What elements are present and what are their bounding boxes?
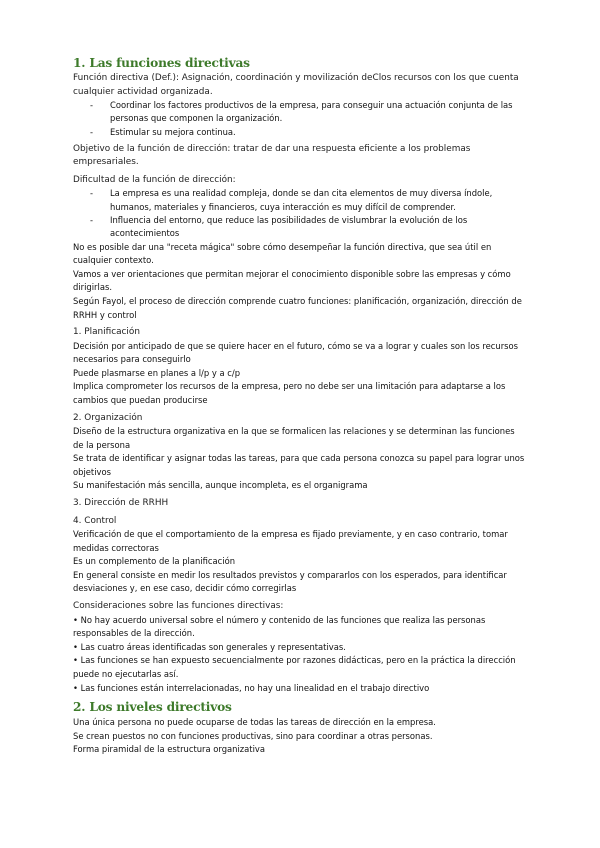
difficulty-list [73, 187, 525, 240]
rrhh-title: 3. Dirección de RRHH [73, 498, 169, 509]
paragraph: Verificación de que el comportamiento de la empresa es fijado previamente, y en caso contrario, tomar medidas correctoras [73, 529, 508, 553]
paragraph: En general consiste en medir los resultados previstos y compararlos con los esperados, para identificar desviaciones y, en ese caso, decidir cómo corregirlas [73, 569, 507, 594]
paragraph: Se trata de identificar y asignar todas las tareas, para que cada persona conozca su papel para lograr unos objetivos [73, 453, 525, 477]
definition-list [73, 99, 525, 139]
paragraph: Su manifestación más sencilla, aunque incompleta, es el organigrama [73, 480, 368, 491]
list-item: - Influencia del entorno, que reduce las posibilidades de vislumbrar la evolución de los acontecimientos [73, 214, 525, 241]
paragraph: Vamos a ver orientaciones que permitan mejorar el conocimiento disponible sobre las empresas y cómo dirigirlas. [73, 268, 511, 293]
section-2-heading: 2. Los niveles directivos [73, 700, 232, 715]
paragraph: Según Fayol, el proceso de dirección comprende cuatro funciones: planificación, organización, dirección de RRHH y control [73, 295, 522, 320]
difficulty-title: Dificultad de la función de dirección: [73, 174, 236, 185]
paragraph: Una única persona no puede ocuparse de todas las tareas de dirección en la empresa. [73, 717, 436, 728]
paragraph: Puede plasmarse en planes a l/p y a c/p [73, 367, 241, 378]
paragraph: Se crean puestos no con funciones productivas, sino para coordinar a otras personas. [73, 730, 433, 741]
paragraph: Decisión por anticipado de que se quiere hacer en el futuro, cómo se va a lograr y cuales son los recursos necesarios para conseguirlo [73, 340, 519, 365]
paragraph: • Las funciones se han expuesto secuencialmente por razones didácticas, pero en la práctica la dirección puede no ejecutarlas así. [73, 655, 516, 679]
paragraph: Diseño de la estructura organizativa en la que se formalicen las relaciones y se determinan las funciones de la persona [73, 426, 515, 450]
list-item: - Estimular su mejora continua. [73, 126, 525, 139]
considerations-title: Consideraciones sobre las funciones directivas: [73, 601, 284, 612]
section-1-heading: 1. Las funciones directivas [73, 56, 250, 70]
paragraph: Implica comprometer los recursos de la empresa, pero no debe ser una limitación para adaptarse a los cambios que puedan producirse [73, 381, 506, 406]
paragraph: Es un complemento de la planificación [73, 556, 236, 567]
planificacion-title: 1. Planificación [73, 327, 140, 338]
paragraph: No es posible dar una "receta mágica" sobre cómo desempeñar la función directiva, que sea útil en cualquier contexto. [73, 241, 492, 266]
list-item: - La empresa es una realidad compleja, donde se dan cita elementos de muy diversa índole, humanos, materiales y financieros, cuya interacción es muy difícil de comprender. [73, 187, 525, 214]
paragraph: • Las cuatro áreas identificadas son generales y representativas. [73, 641, 346, 652]
paragraph: • Las funciones están interrelacionadas, no hay una linealidad en el trabajo directivo [73, 682, 430, 693]
definition-paragraph: Función directiva (Def.): Asignación, coordinación y movilización deClos recursos con los que cuenta cualquier actividad organizada. [73, 73, 519, 97]
control-title: 4. Control [73, 515, 117, 526]
objective-paragraph: Objetivo de la función de dirección: tratar de dar una respuesta eficiente a los problemas empresariales. [73, 143, 471, 168]
paragraph: Forma piramidal de la estructura organizativa [73, 744, 265, 755]
document-page [73, 56, 525, 757]
paragraph: • No hay acuerdo universal sobre el número y contenido de las funciones que realiza las personas responsables de la dirección. [73, 614, 486, 639]
organizacion-title: 2. Organización [73, 412, 143, 423]
list-item: - Coordinar los factores productivos de la empresa, para conseguir una actuación conjunta de las personas que componen la organización. [73, 99, 525, 126]
